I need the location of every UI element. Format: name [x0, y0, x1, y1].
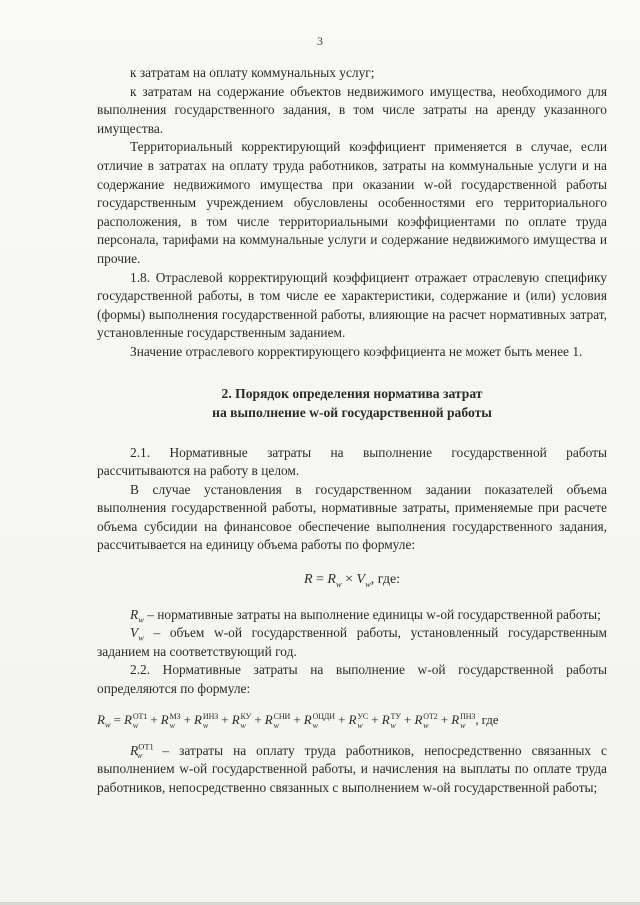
formula-subscript: w	[460, 720, 466, 730]
paragraph: Территориальный корректирующий коэффициент применяется в случае, если отличие в затратах на оплату труда работников, затраты на коммунальные услуги и на содержание недвижимого имущества при оказании w-ой государственной работы государственным учреждением обусловлены особенностями его территориального расположения, в том числе территориальными коэффициентами по оплате труда персонала, тарифами на коммунальные услуги и содержание недвижимого имущества и прочие.	[97, 139, 607, 266]
formula-symbol: R	[348, 711, 357, 727]
formula-term	[451, 711, 475, 730]
definition-symbol: V	[130, 625, 139, 641]
formula-rw	[97, 571, 607, 590]
paragraph: В случае установления в государственном задании показателей объема выполнения государственной работы, нормативные затраты, применяемые при расчете объема субсидии на финансовое обеспечение выполнения государственного задания, рассчитывается на единицу объема работы по формуле:	[97, 481, 607, 553]
paragraph: к затратам на содержание объектов недвижимого имущества, необходимого для выполнения государственного задания, в том числе затраты на аренду указанного имущества.	[97, 83, 607, 136]
formula-symbol: R	[194, 711, 202, 727]
formula-subscript: w	[335, 578, 342, 589]
formula-symbol: R	[264, 711, 273, 727]
formula-symbol: R	[160, 711, 169, 727]
formula-index-stack	[391, 712, 401, 730]
document-body	[97, 64, 607, 797]
formula-symbol: V	[356, 572, 366, 588]
definition-subscript: w	[136, 750, 143, 761]
formula-index-stack	[203, 712, 218, 730]
formula-subscript: w	[357, 720, 363, 730]
formula-index-stack	[241, 712, 252, 730]
formula-term	[414, 711, 437, 730]
formula-superscript: ИНЗ	[202, 711, 219, 721]
formula-rw-components	[97, 711, 607, 730]
paragraph: 2.2. Нормативные затраты на выполнение w-ой государственной работы определяются по формуле:	[97, 662, 607, 697]
definition-text: – объем w-ой государственной работы, установленный государственным заданием на соответствующий год.	[97, 625, 607, 659]
formula-operator: +	[290, 711, 304, 727]
formula-operator: +	[147, 711, 161, 727]
formula-term	[265, 711, 290, 730]
page-number: 3	[317, 34, 323, 48]
formula-operator: +	[180, 711, 195, 727]
formula-index-stack	[357, 712, 368, 730]
formula-operator: +	[334, 711, 349, 727]
formula-superscript: ТУ	[390, 711, 401, 721]
definition	[97, 742, 607, 798]
formula-superscript: УС	[357, 711, 369, 721]
formula-symbol: R	[97, 711, 105, 727]
formula-subscript: w	[202, 720, 209, 730]
formula-symbol: R	[123, 711, 132, 727]
formula-subscript: w	[273, 720, 279, 730]
formula-term	[349, 711, 369, 730]
formula-index-stack	[423, 712, 437, 730]
formula-subscript: w	[390, 720, 396, 730]
paragraph: 1.8. Отраслевой корректирующий коэффициент отражает отраслевую специфику государственной работы, в том числе ее характеристики, содержание и (или) условия (формы) выполнения государственной работы, влияющие на расчет нормативных затрат, установленные государственным заданием.	[97, 269, 607, 341]
formula-index-stack	[460, 712, 475, 730]
paragraph: Значение отраслевого корректирующего коэффициента не может быть менее 1.	[130, 343, 583, 359]
section-title	[97, 384, 607, 422]
formula-tail: , где:	[370, 572, 401, 588]
formula-term	[304, 711, 335, 730]
paragraph: к затратам на оплату коммунальных услуг;	[130, 65, 375, 80]
formula-operator: +	[218, 711, 232, 727]
formula-superscript: ОТ2	[423, 711, 438, 721]
formula-term	[382, 711, 401, 730]
formula-superscript: ПНЗ	[460, 711, 476, 721]
definition-symbol: R	[130, 742, 139, 758]
formula-subscript: w	[240, 720, 246, 730]
formula-symbol: R	[303, 572, 313, 588]
formula-superscript: ОТ1	[132, 711, 148, 721]
formula-operator: ×	[341, 572, 357, 588]
formula-operator: +	[251, 711, 265, 727]
definition	[97, 624, 607, 661]
formula-superscript: СНИ	[273, 711, 291, 721]
formula-operator: +	[400, 711, 415, 727]
formula-superscript: ОЦДИ	[312, 711, 335, 721]
formula-operator: +	[368, 711, 382, 727]
formula-term	[232, 711, 251, 730]
formula-subscript: w	[104, 719, 111, 730]
formula-operator: =	[110, 711, 124, 727]
formula-superscript: МЗ	[169, 711, 181, 721]
formula-symbol: R	[451, 711, 460, 727]
definition-subscript: w	[138, 632, 144, 643]
formula-subscript: w	[169, 720, 175, 730]
paragraph: 2.1. Нормативные затраты на выполнение государственной работы рассчитываются на работу в целом.	[97, 444, 607, 479]
formula-subscript: w	[132, 720, 139, 730]
formula-index-stack	[133, 712, 147, 730]
formula-term	[161, 711, 181, 730]
definition-text: – нормативные затраты на выполнение единицы w-ой государственной работы;	[143, 606, 601, 622]
formula-operator: =	[312, 572, 328, 588]
definition-subscript: w	[138, 614, 144, 625]
formula-symbol: R	[231, 711, 240, 727]
formula-symbol: R	[381, 711, 390, 727]
formula-index-stack	[170, 712, 181, 730]
section-title-line: на выполнение w-ой государственной работы	[212, 404, 492, 420]
section-title-line: 2. Порядок определения норматива затрат	[221, 385, 483, 401]
formula-index-stack	[274, 712, 291, 730]
formula-operator: +	[437, 711, 452, 727]
formula-tail: , где	[475, 711, 499, 727]
definition-text: – затраты на оплату труда работников, непосредственно связанных с выполнением w-ой государственной работы, и начисления на выплаты по оплате труда работников, непосредственно связанных с выполнением w-ой государственной работы;	[97, 742, 607, 795]
formula-symbol: R	[303, 711, 312, 727]
formula-subscript: w	[312, 720, 318, 730]
formula-term	[124, 711, 147, 730]
definition-symbol: R	[130, 606, 139, 622]
formula-index-stack	[313, 712, 335, 730]
formula-symbol: R	[327, 572, 336, 588]
definition	[97, 606, 607, 625]
formula-symbol: R	[414, 711, 423, 727]
definition-superscript: ОТ1	[138, 741, 154, 752]
formula-subscript: w	[423, 720, 429, 730]
formula-subscript: w	[365, 578, 371, 589]
formula-term	[194, 711, 218, 730]
formula-superscript: КУ	[240, 711, 252, 721]
